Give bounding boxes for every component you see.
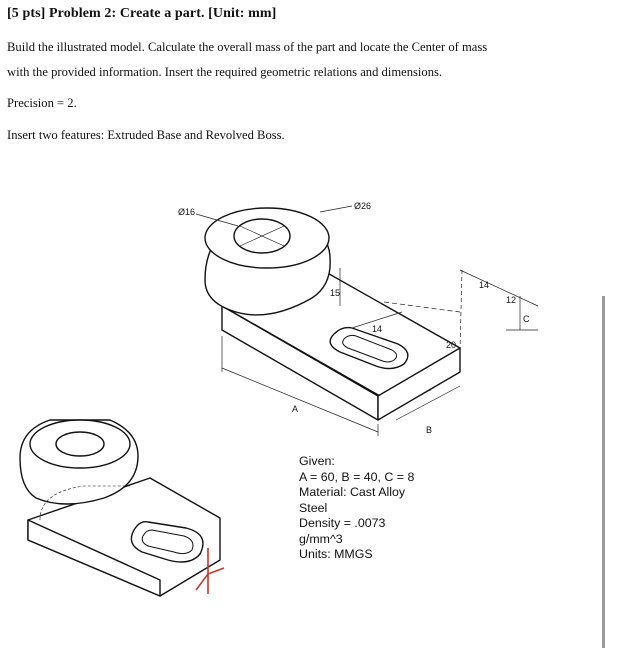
given-title: Given: [299,454,335,468]
given-density-2: g/mm^3 [299,531,343,546]
features-text: Insert two features: Extruded Base and Revolved Boss. [7,128,285,142]
instruction-line-1: Build the illustrated model. Calculate the overall mass of the part and locate the Center of mass [7,40,488,54]
dim-end-offset: 12 [506,295,517,305]
label-length: A [292,404,299,414]
triad-z-axis [196,574,208,590]
label-width: B [426,425,433,435]
centerline-slot [384,302,460,312]
dim-outer-diameter: Ø26 [354,201,372,211]
triad-x-axis [208,568,224,574]
given-material-2: Steel [299,500,328,515]
dim-boss-height: 15 [330,288,341,298]
ext-line-right [460,270,462,350]
dim-slot-offset: 20 [446,340,457,350]
iso-preview [20,420,220,596]
given-material-1: Material: Cast Alloy [299,485,406,499]
given-info [299,454,414,563]
dim-slot-length: 14 [372,324,383,334]
dim-line-top [460,270,538,306]
problem-header: [5 pts] Problem 2: Create a part. [Unit: mm] [7,6,277,21]
given-values: A = 60, B = 40, C = 8 [299,469,415,484]
dim-slot-width: 14 [479,280,490,290]
given-density-1: Density = .0073 [299,516,386,530]
leader-outer-diameter [320,206,352,212]
vertical-scrollbar[interactable] [602,296,605,648]
dim-thickness: C [523,314,530,324]
precision-text: Precision = 2. [7,96,77,110]
dim-inner-diameter: Ø16 [178,207,196,217]
iso-boss-hole [56,432,104,456]
given-units: Units: MMGS [299,547,373,561]
instruction-line-2: with the provided information. Insert the required geometric relations and dimensions. [7,65,443,79]
